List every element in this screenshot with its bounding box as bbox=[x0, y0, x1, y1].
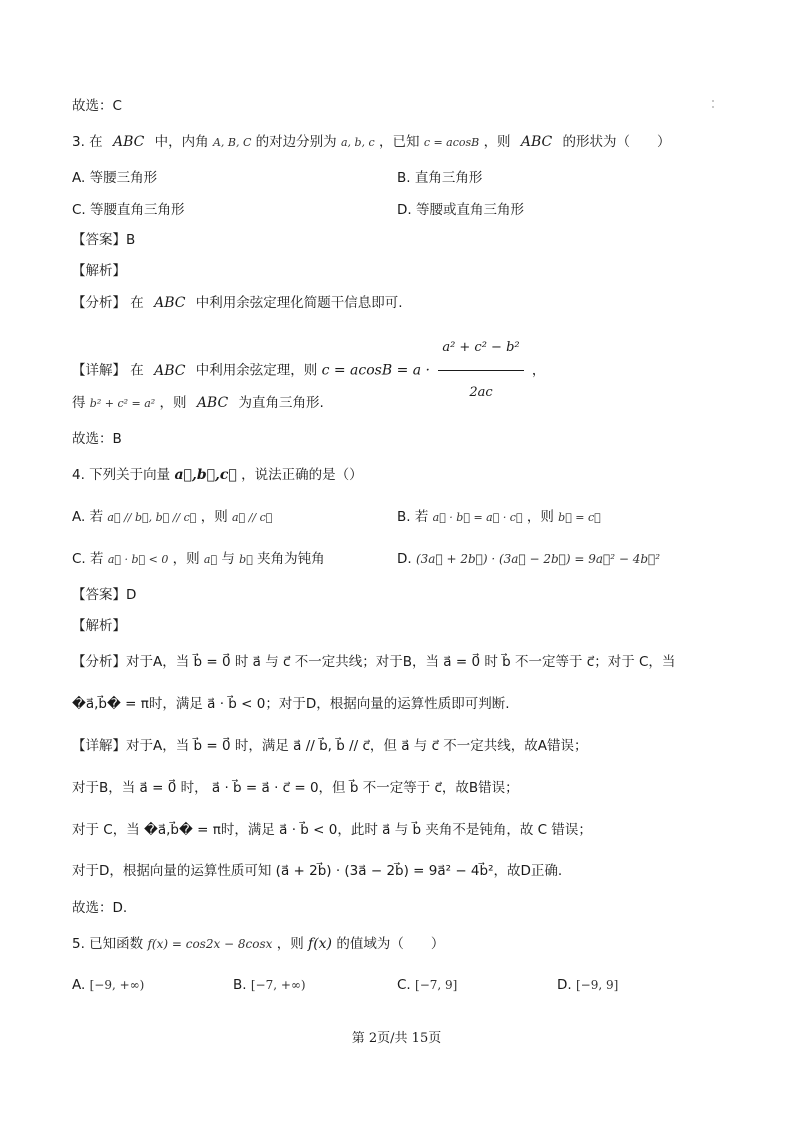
q4-option-a-math: a⃗ // b⃗, b⃗ // c⃗ bbox=[107, 511, 197, 524]
q3-stem-mid1: 中，内角 bbox=[154, 134, 209, 150]
q4-option-b-math: a⃗ · b⃗ = a⃗ · c⃗ bbox=[432, 511, 523, 524]
q3-stem-triangle2: ABC bbox=[520, 134, 553, 150]
q3-option-a: A. 等腰三角形 bbox=[72, 170, 158, 186]
q3-option-b: B. 直角三角形 bbox=[397, 170, 483, 186]
q4-option-d-pre: D. bbox=[397, 551, 412, 567]
q4-stem-end: ，说法正确的是（） bbox=[241, 467, 363, 483]
q3-stem-triangle: ABC bbox=[112, 134, 145, 150]
q5-option-d bbox=[557, 975, 618, 995]
q4-option-c-pre: C. 若 bbox=[72, 551, 104, 567]
q4-option-c-math2: a⃗ bbox=[203, 553, 218, 566]
q3-derive-pre: 得 bbox=[72, 395, 86, 411]
q3-option-d: D. 等腰或直角三角形 bbox=[397, 202, 524, 218]
q3-stem-angles: A, B, C bbox=[212, 136, 252, 149]
q3-derive-triangle: ABC bbox=[196, 395, 229, 411]
q3-xiangjie-tag: 【详解】 bbox=[72, 362, 126, 379]
q4-analysis-tag: 【解析】 bbox=[72, 618, 126, 634]
q5-stem-function2: f(x) bbox=[308, 936, 333, 952]
q3-fraction-numerator: a² + c² − b² bbox=[438, 328, 523, 371]
q4-option-b-mid: ，则 bbox=[526, 509, 554, 525]
q4-option-a-pre: A. 若 bbox=[72, 509, 104, 525]
q5-option-b-math: [−7, +∞) bbox=[250, 978, 306, 992]
q5-option-b-label: B. bbox=[233, 977, 247, 993]
q3-stem-mid2: 的对边分别为 bbox=[255, 134, 337, 150]
q5-option-d-label: D. bbox=[557, 977, 572, 993]
q3-xiangjie-formula: c = acosB = a · bbox=[321, 362, 431, 379]
q4-fenxi-line2: �a⃗,b⃗� = π时，满足 a⃗ · b⃗ < 0；对于D，根据向量的运算性质即可判断. bbox=[72, 696, 510, 712]
q3-stem-end: 的形状为（ ） bbox=[562, 134, 671, 150]
q3-xiangjie-pre: 在 bbox=[130, 362, 144, 379]
scan-artifact bbox=[712, 100, 714, 102]
q4-option-a-math2: a⃗ // c⃗ bbox=[232, 511, 273, 524]
q3-stem-prefix: 3. 在 bbox=[72, 134, 103, 150]
q3-analysis-tag: 【解析】 bbox=[72, 263, 126, 279]
scan-artifact bbox=[712, 106, 714, 108]
q3-stem bbox=[72, 132, 671, 153]
q3-fenxi-pre: 在 bbox=[130, 295, 144, 311]
q5-option-a-math: [−9, +∞) bbox=[89, 978, 145, 992]
q4-option-c bbox=[72, 549, 325, 570]
q5-option-a-label: A. bbox=[72, 977, 86, 993]
q3-cosine-fraction bbox=[438, 328, 523, 413]
q4-option-c-math3: b⃗ bbox=[239, 553, 253, 566]
q3-xiangjie-text: 中利用余弦定理，则 bbox=[195, 362, 318, 379]
q5-stem bbox=[72, 934, 444, 954]
q5-option-c-math: [−7, 9] bbox=[415, 978, 458, 992]
q4-xiangjie-line4: 对于D，根据向量的运算性质可知 (a⃗ + 2b⃗) · (3a⃗ − 2b⃗) = 9a⃗² − 4b⃗²，故D正确. bbox=[72, 863, 563, 879]
q5-option-a bbox=[72, 975, 144, 995]
q3-derive-end: 为直角三角形. bbox=[238, 395, 324, 411]
q4-option-b bbox=[397, 507, 601, 528]
q3-fenxi-text: 中利用余弦定理化简题干信息即可. bbox=[195, 295, 403, 311]
q3-derive-formula: b² + c² = a² bbox=[89, 397, 156, 410]
q3-stem-condition: c = acosB bbox=[423, 136, 480, 149]
q4-xiangjie-line1: 【详解】对于A，当 b⃗ = 0⃗ 时，满足 a⃗ // b⃗, b⃗ // c⃗，但 a⃗ 与 c⃗ 不一定共线，故A错误； bbox=[72, 738, 588, 754]
q4-option-b-pre: B. 若 bbox=[397, 509, 429, 525]
page-footer: 第 2页/共 15页 bbox=[351, 1031, 442, 1046]
q3-fenxi bbox=[72, 293, 403, 313]
q4-option-c-math: a⃗ · b⃗ < 0 bbox=[107, 553, 169, 566]
q4-option-c-end: 夹角为钝角 bbox=[257, 551, 325, 567]
q4-fenxi-line1: 【分析】对于A，当 b⃗ = 0⃗ 时 a⃗ 与 c⃗ 不一定共线；对于B，当 a⃗ = 0⃗ 时 b⃗ 不一定等于 c⃗；对于 C，当 bbox=[72, 654, 676, 670]
q3-xiangjie-triangle: ABC bbox=[154, 362, 186, 379]
q5-option-c-label: C. bbox=[397, 977, 411, 993]
q4-stem-vectors: a⃗,b⃗,c⃗ bbox=[174, 467, 237, 483]
q3-conclusion: 故选：B bbox=[72, 431, 122, 447]
q3-option-c: C. 等腰直角三角形 bbox=[72, 202, 185, 218]
q3-stem-sides: a, b, c bbox=[340, 136, 375, 149]
q4-option-c-mid2: 与 bbox=[221, 551, 235, 567]
q4-option-b-math2: b⃗ = c⃗ bbox=[558, 511, 601, 524]
q4-option-c-mid: ，则 bbox=[172, 551, 200, 567]
q3-fraction-denominator: 2ac bbox=[469, 385, 493, 400]
q3-xiangjie-end: ， bbox=[531, 362, 546, 379]
q3-stem-mid4: ，则 bbox=[483, 134, 511, 150]
q2-conclusion: 故选：C bbox=[72, 98, 122, 114]
q5-stem-end: 的值域为（ ） bbox=[336, 936, 445, 952]
q5-option-b bbox=[233, 975, 306, 995]
q4-stem-prefix: 4. 下列关于向量 bbox=[72, 467, 171, 483]
q4-option-d-math: (3a⃗ + 2b⃗) · (3a⃗ − 2b⃗) = 9a⃗² − 4b⃗² bbox=[415, 552, 661, 566]
q4-xiangjie-line3: 对于 C，当 �a⃗,b⃗� = π时，满足 a⃗ · b⃗ < 0，此时 a⃗ 与 b⃗ 夹角不是钝角，故 C 错误； bbox=[72, 822, 592, 838]
q3-fenxi-tag: 【分析】 bbox=[72, 295, 126, 311]
q4-conclusion: 故选：D. bbox=[72, 900, 128, 916]
q4-option-a bbox=[72, 507, 272, 528]
q4-option-d bbox=[397, 549, 660, 569]
q4-xiangjie-line2: 对于B，当 a⃗ = 0⃗ 时， a⃗ · b⃗ = a⃗ · c⃗ = 0，但 b⃗ 不一定等于 c⃗，故B错误； bbox=[72, 780, 519, 796]
q5-option-c bbox=[397, 975, 457, 995]
q4-answer: 【答案】D bbox=[72, 587, 137, 603]
q4-stem bbox=[72, 465, 363, 485]
q5-stem-prefix: 5. 已知函数 bbox=[72, 936, 144, 952]
q3-derive bbox=[72, 393, 324, 414]
q5-stem-function: f(x) = cos2x − 8cosx bbox=[147, 937, 273, 951]
q3-derive-mid: ，则 bbox=[159, 395, 187, 411]
q4-option-a-mid: ，则 bbox=[200, 509, 228, 525]
q5-option-d-math: [−9, 9] bbox=[575, 978, 619, 992]
q3-answer: 【答案】B bbox=[72, 232, 136, 248]
q3-stem-mid3: ，已知 bbox=[379, 134, 420, 150]
q5-stem-mid: ，则 bbox=[276, 936, 304, 952]
q3-fenxi-triangle: ABC bbox=[154, 295, 186, 311]
